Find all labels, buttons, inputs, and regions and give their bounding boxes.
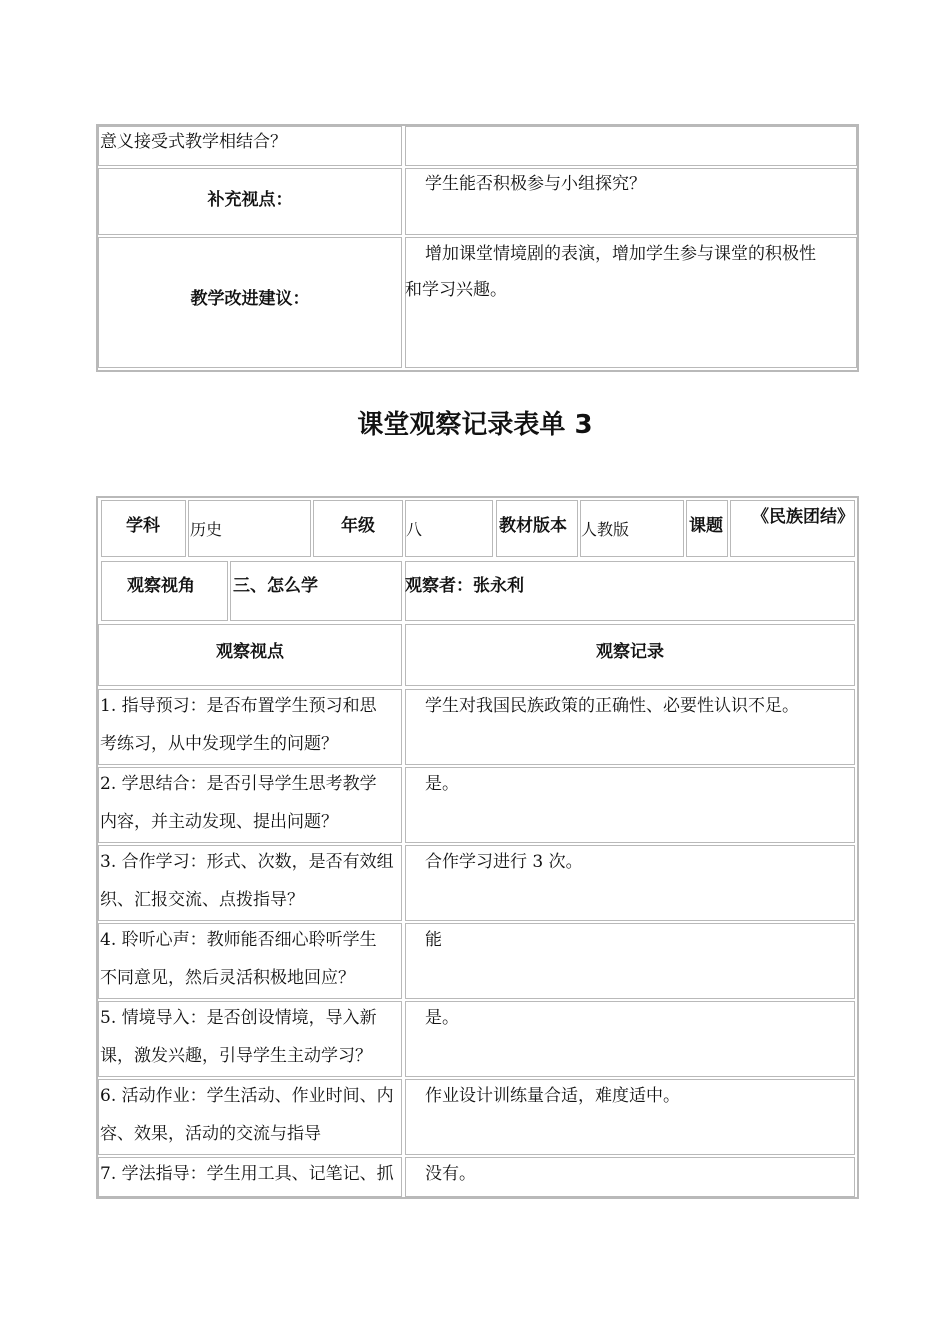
row4-right-cell bbox=[405, 923, 855, 999]
grade-label: 年级 bbox=[341, 516, 375, 536]
row5-point-line1: 5. 情境导入：是否创设情境，导入新 bbox=[100, 1008, 377, 1028]
row5-point-line2: 课，激发兴趣，引导学生主动学习？ bbox=[100, 1046, 372, 1066]
top-row1-right-cell bbox=[405, 126, 857, 166]
row7-record: 没有。 bbox=[425, 1164, 476, 1184]
subject-value: 历史 bbox=[190, 520, 223, 539]
row3-point-line2: 织、汇报交流、点拨指导？ bbox=[100, 890, 304, 910]
improvement-line1: 增加课堂情境剧的表演，增加学生参与课堂的积极性 bbox=[425, 244, 816, 264]
row2-point-line2: 内容，并主动发现、提出问题？ bbox=[100, 812, 338, 832]
observer: 观察者：张永利 bbox=[405, 576, 524, 596]
view-label: 观察视角 bbox=[127, 576, 195, 596]
supplement-view-label: 补充视点： bbox=[207, 190, 293, 210]
row2-right-cell bbox=[405, 767, 855, 843]
row1-point-line1: 1. 指导预习：是否布置学生预习和思 bbox=[100, 696, 377, 716]
view-value: 三、怎么学 bbox=[233, 576, 318, 596]
improvement-label: 教学改进建议： bbox=[190, 289, 310, 309]
edition-label: 教材版本 bbox=[499, 516, 567, 536]
page-title: 课堂观察记录表单 3 bbox=[357, 410, 593, 440]
row3-point-line1: 3. 合作学习：形式、次数，是否有效组 bbox=[100, 852, 394, 872]
improvement-line2: 和学习兴趣。 bbox=[405, 280, 507, 300]
supplement-view-value: 学生能否积极参与小组探究？ bbox=[425, 174, 646, 194]
row1-point-line2: 考练习，从中发现学生的问题？ bbox=[100, 734, 338, 754]
row2-point-line1: 2. 学思结合：是否引导学生思考教学 bbox=[100, 774, 377, 794]
row3-record: 合作学习进行 3 次。 bbox=[425, 852, 583, 872]
topic-value: 《民族团结》 bbox=[752, 507, 854, 527]
grade-value: 八 bbox=[406, 520, 423, 539]
row4-point-line2: 不同意见，然后灵活积极地回应？ bbox=[100, 968, 355, 988]
topic-label: 课题 bbox=[689, 516, 723, 536]
row6-point-line2: 容、效果，活动的交流与指导 bbox=[100, 1124, 321, 1144]
row4-point-line1: 4. 聆听心声：教师能否细心聆听学生 bbox=[100, 930, 377, 950]
row7-point-line1: 7. 学法指导：学生用工具、记笔记、抓 bbox=[100, 1164, 394, 1184]
top-row1-left-text: 意义接受式教学相结合？ bbox=[100, 132, 287, 152]
row6-record: 作业设计训练量合适，难度适中。 bbox=[425, 1086, 680, 1106]
header-observation-point: 观察视点 bbox=[216, 642, 284, 662]
row6-point-line1: 6. 活动作业：学生活动、作业时间、内 bbox=[100, 1086, 394, 1106]
subject-label: 学科 bbox=[126, 516, 160, 536]
row4-record: 能 bbox=[425, 930, 442, 950]
row2-record: 是。 bbox=[425, 774, 459, 794]
header-observation-record: 观察记录 bbox=[596, 642, 664, 662]
row5-record: 是。 bbox=[425, 1008, 459, 1028]
row1-record: 学生对我国民族政策的正确性、必要性认识不足。 bbox=[425, 696, 799, 716]
row5-right-cell bbox=[405, 1001, 855, 1077]
edition-value: 人教版 bbox=[581, 520, 630, 539]
